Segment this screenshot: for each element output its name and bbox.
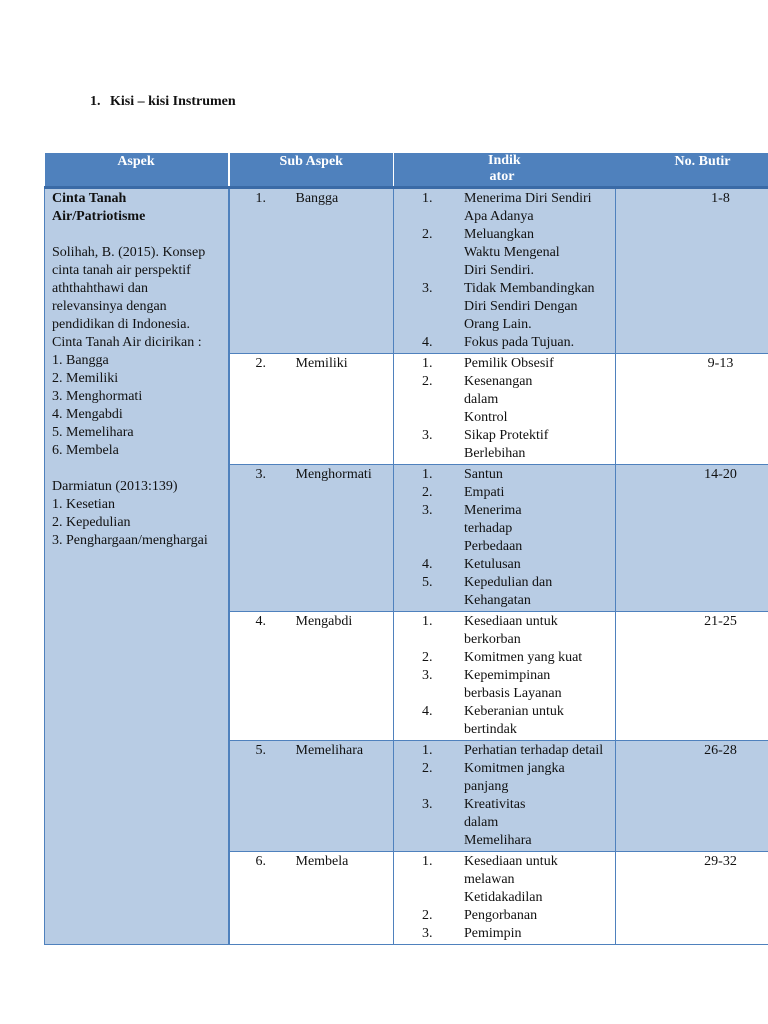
indikator-text: Kepedulian dan Kehangatan — [464, 575, 553, 608]
aspek-reference-line: Solihah, B. (2015). Konsep — [52, 245, 206, 260]
indikator-text: Meluangkan Waktu Mengenal Diri Sendiri. — [464, 227, 560, 278]
indikator-number: 5. — [422, 575, 433, 590]
sub-aspek-label: Bangga — [295, 191, 339, 206]
no-butir-cell: 21-25 — [616, 612, 768, 741]
indikator-text: Keberanian untuk bertindak — [464, 704, 564, 737]
sub-aspek-number: 3. — [255, 467, 266, 482]
aspek-reference-line: 4. Mengabdi — [52, 407, 123, 422]
no-butir-cell: 9-13 — [616, 354, 768, 465]
list-item — [422, 466, 611, 484]
sub-aspek-number: 5. — [255, 743, 266, 758]
aspek-reference-line: aththahthawi dan — [52, 281, 149, 296]
list-item — [422, 703, 611, 739]
indikator-cell — [394, 354, 616, 465]
indikator-text: Tidak Membandingkan Diri Sendiri Dengan Orang Lain. — [464, 281, 595, 332]
table-row — [45, 188, 768, 354]
sub-aspek-label: Memelihara — [295, 743, 364, 758]
indikator-number: 3. — [422, 281, 433, 296]
indikator-number: 2. — [422, 227, 433, 242]
indikator-number: 2. — [422, 761, 433, 776]
aspek-reference-line: Cinta Tanah Air dicirikan : — [52, 335, 202, 350]
section-title: Kisi – kisi Instrumen — [110, 94, 236, 109]
indikator-text: Empati — [464, 485, 505, 500]
indikator-text: Kesenangan dalam Kontrol — [464, 374, 533, 425]
indikator-cell — [394, 612, 616, 741]
list-item — [422, 280, 611, 334]
list-item — [422, 373, 611, 427]
list-item — [422, 556, 611, 574]
indikator-text: Pengorbanan — [464, 908, 538, 923]
section-number: 1. — [90, 94, 101, 109]
indikator-list — [422, 466, 611, 610]
indikator-text: Perhatian terhadap detail — [464, 743, 604, 758]
indikator-number: 4. — [422, 704, 433, 719]
sub-aspek-cell — [229, 852, 394, 945]
header-no-butir-label: No. Butir — [674, 154, 731, 169]
sub-aspek-cell — [229, 741, 394, 852]
sub-aspek-label: Mengabdi — [295, 614, 353, 629]
indikator-cell — [394, 465, 616, 612]
list-item — [422, 355, 611, 373]
indikator-number: 4. — [422, 557, 433, 572]
aspek-title-line: Cinta Tanah — [52, 191, 127, 206]
list-item — [422, 796, 611, 850]
list-item — [422, 760, 611, 796]
header-sub-aspek: Sub Aspek — [229, 153, 394, 188]
no-butir-cell: 1-8 — [616, 188, 768, 354]
list-item — [422, 574, 611, 610]
table-header-row — [45, 153, 768, 188]
aspek-reference-line: pendidikan di Indonesia. — [52, 317, 191, 332]
sub-aspek-number: 6. — [255, 854, 266, 869]
indikator-cell — [394, 188, 616, 354]
section-heading — [90, 94, 236, 110]
list-item — [422, 502, 611, 556]
indikator-number: 1. — [422, 356, 433, 371]
indikator-number: 4. — [422, 335, 433, 350]
aspek-reference-line: 5. Memelihara — [52, 425, 134, 440]
list-item — [422, 853, 611, 907]
sub-aspek-label: Menghormati — [295, 467, 372, 482]
sub-aspek-number: 2. — [255, 356, 266, 371]
sub-aspek-label: Membela — [295, 854, 349, 869]
indikator-list — [422, 613, 611, 739]
kisi-kisi-table — [44, 153, 768, 945]
indikator-number: 1. — [422, 614, 433, 629]
aspek-reference-line: 1. Kesetian — [52, 497, 115, 512]
list-item — [422, 484, 611, 502]
indikator-text: Komitmen yang kuat — [464, 650, 583, 665]
indikator-number: 2. — [422, 650, 433, 665]
aspek-reference-line: Darmiatun (2013:139) — [52, 479, 178, 494]
header-aspek: Aspek — [45, 153, 229, 188]
sub-aspek-cell — [229, 465, 394, 612]
indikator-number: 2. — [422, 374, 433, 389]
indikator-text: Komitmen jangka panjang — [464, 761, 565, 794]
header-indikator-line-1: Indik — [488, 153, 521, 168]
indikator-list — [422, 190, 611, 352]
indikator-text: Menerima Diri Sendiri Apa Adanya — [464, 191, 592, 224]
indikator-number: 3. — [422, 797, 433, 812]
sub-aspek-label: Memiliki — [295, 356, 348, 371]
indikator-number: 3. — [422, 428, 433, 443]
aspek-reference-line: 2. Memiliki — [52, 371, 119, 386]
indikator-number: 1. — [422, 854, 433, 869]
indikator-text: Pemimpin — [464, 926, 522, 941]
indikator-cell — [394, 852, 616, 945]
indikator-text: Ketulusan — [464, 557, 521, 572]
indikator-text: Santun — [464, 467, 503, 482]
indikator-text: Kreativitas dalam Memelihara — [464, 797, 532, 848]
indikator-text: Kesediaan untuk melawan Ketidakadilan — [464, 854, 558, 905]
indikator-number: 2. — [422, 485, 433, 500]
list-item — [422, 190, 611, 226]
no-butir-cell: 29-32 — [616, 852, 768, 945]
sub-aspek-cell — [229, 354, 394, 465]
indikator-number: 3. — [422, 926, 433, 941]
indikator-text: Fokus pada Tujuan. — [464, 335, 575, 350]
indikator-list — [422, 853, 611, 943]
sub-aspek-cell — [229, 612, 394, 741]
list-item — [422, 742, 611, 760]
indikator-text: Kesediaan untuk berkorban — [464, 614, 558, 647]
aspek-reference-line: 1. Bangga — [52, 353, 109, 368]
indikator-text: Pemilik Obsesif — [464, 356, 554, 371]
aspek-reference-line: cinta tanah air perspektif — [52, 263, 191, 278]
indikator-list — [422, 742, 611, 850]
sub-aspek-cell — [229, 188, 394, 354]
aspek-cell — [45, 188, 229, 945]
list-item — [422, 925, 611, 943]
indikator-number: 1. — [422, 191, 433, 206]
indikator-number: 1. — [422, 467, 433, 482]
list-item — [422, 907, 611, 925]
list-item — [422, 613, 611, 649]
indikator-number: 3. — [422, 503, 433, 518]
aspek-reference-line: relevansinya dengan — [52, 299, 167, 314]
no-butir-cell: 14-20 — [616, 465, 768, 612]
aspek-reference-line: 6. Membela — [52, 443, 119, 458]
aspek-title-line: Air/Patriotisme — [52, 209, 146, 224]
list-item — [422, 334, 611, 352]
indikator-text: Sikap Protektif Berlebihan — [464, 428, 549, 461]
indikator-cell — [394, 741, 616, 852]
list-item — [422, 226, 611, 280]
indikator-number: 2. — [422, 908, 433, 923]
aspek-reference-line: 2. Kepedulian — [52, 515, 131, 530]
indikator-list — [422, 355, 611, 463]
indikator-number: 1. — [422, 743, 433, 758]
sub-aspek-number: 4. — [255, 614, 266, 629]
header-indikator-line-2: ator — [489, 169, 515, 184]
no-butir-cell: 26-28 — [616, 741, 768, 852]
indikator-number: 3. — [422, 668, 433, 683]
sub-aspek-number: 1. — [255, 191, 266, 206]
list-item — [422, 427, 611, 463]
list-item — [422, 667, 611, 703]
header-indikator — [394, 153, 616, 188]
aspek-reference-line: 3. Menghormati — [52, 389, 143, 404]
list-item — [422, 649, 611, 667]
aspek-reference-line: 3. Penghargaan/menghargai — [52, 533, 208, 548]
indikator-text: Kepemimpinan berbasis Layanan — [464, 668, 562, 701]
header-no-butir — [616, 153, 768, 188]
indikator-text: Menerima terhadap Perbedaan — [464, 503, 523, 554]
